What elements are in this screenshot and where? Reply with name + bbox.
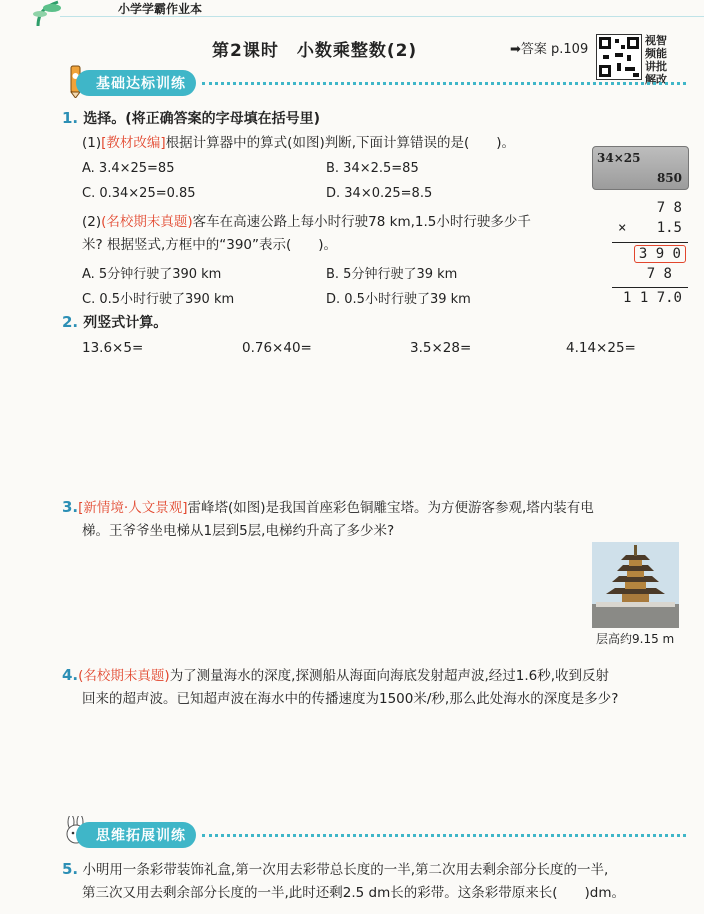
leaf-decoration-icon	[28, 0, 68, 30]
question-5-line2: 第三次又用去剩余部分长度的一半,此时还剩2.5 dm长的彩带。这条彩带原来长( )dm。	[82, 885, 626, 901]
q2-item-2: 0.76×40=	[242, 340, 312, 356]
brand-name: 小学学霸作业本	[118, 2, 203, 16]
q1-part1-option-b: B. 34×2.5=85	[326, 161, 419, 176]
vertical-result: 1 1 7.0	[622, 290, 682, 306]
banner-dots	[202, 82, 686, 85]
q1-part2-option-a: A. 5分钟行驶了390 km	[82, 267, 222, 282]
q1-part1-option-c: C. 0.34×25=0.85	[82, 186, 196, 201]
q1-part2-option-d: D. 0.5小时行驶了39 km	[326, 292, 471, 307]
banner-dots	[202, 834, 686, 837]
q2-item-4: 4.14×25=	[566, 340, 636, 356]
q1-part1-option-d: D. 34×0.25=8.5	[326, 186, 433, 201]
vertical-top: 7 8	[656, 200, 682, 216]
question-5-line1: 5. 小明用一条彩带装饰礼盒,第一次用去彩带总长度的一半,第二次用去剩余部分长度的一半,	[62, 860, 609, 878]
q1-part1-option-a: A. 3.4×25=85	[82, 161, 175, 176]
section-title-basic: 基础达标训练	[76, 70, 196, 96]
q1-part2-stem-line1: (2)(名校期末真题)客车在高速公路上每小时行驶78 km,1.5小时行驶多少千	[82, 214, 531, 230]
question-4-line1: 4.(名校期末真题)为了测量海水的深度,探测船从海面向海底发射超声波,经过1.6秒,收到反射	[62, 666, 610, 684]
question-2-heading: 列竖式计算。	[83, 315, 168, 331]
question-1: 1. 选择。(将正确答案的字母填在括号里)	[62, 109, 321, 127]
answer-reference: ➡答案 p.109	[510, 42, 589, 57]
vertical-multiplier: 1.5	[656, 220, 682, 236]
vertical-multiplication	[612, 200, 688, 306]
q2-item-3: 3.5×28=	[410, 340, 472, 356]
section-title-extend: 思维拓展训练	[76, 822, 196, 848]
leifeng-pagoda-image	[592, 542, 679, 628]
calculator-display	[592, 146, 689, 190]
pagoda-caption: 层高约9.15 m	[596, 632, 675, 646]
header-divider	[60, 16, 704, 17]
vertical-mul-sign: ×	[618, 220, 627, 236]
q1-part2-option-b: B. 5分钟行驶了39 km	[326, 267, 458, 282]
question-2: 2. 列竖式计算。	[62, 313, 168, 331]
question-4-line2: 回来的超声波。已知超声波在海水中的传播速度为1500米/秒,那么此处海水的深度是多少?	[82, 691, 619, 707]
q1-part2-option-c: C. 0.5小时行驶了390 km	[82, 292, 235, 307]
question-1-heading: 选择。(将正确答案的字母填在括号里)	[83, 111, 321, 127]
page-title: 第2课时 小数乘整数(2)	[212, 41, 418, 61]
section-banner-basic	[76, 70, 686, 96]
vertical-partial-78: 7 8	[646, 266, 672, 282]
question-3-line1: 3.[新情境·人文景观]雷峰塔(如图)是我国首座彩色铜雕宝塔。为方便游客参观,塔内装有电	[62, 498, 594, 516]
q1-part2-stem-line2: 米? 根据竖式,方框中的“390”表示( )。	[82, 237, 338, 253]
question-3-line2: 梯。王爷爷坐电梯从1层到5层,电梯约升高了多少米?	[82, 523, 395, 539]
q1-part1-stem: (1)[教材改编]根据计算器中的算式(如图)判断,下面计算错误的是( )。	[82, 135, 516, 151]
vertical-partial-390-box: 3 9 0	[634, 245, 686, 263]
q2-item-1: 13.6×5=	[82, 340, 144, 356]
calculator-expression: 34×25	[597, 151, 641, 165]
qr-label: 视智 频能 讲批 解改	[645, 34, 667, 86]
section-banner-extend	[76, 822, 686, 848]
calculator-result: 850	[656, 171, 682, 185]
